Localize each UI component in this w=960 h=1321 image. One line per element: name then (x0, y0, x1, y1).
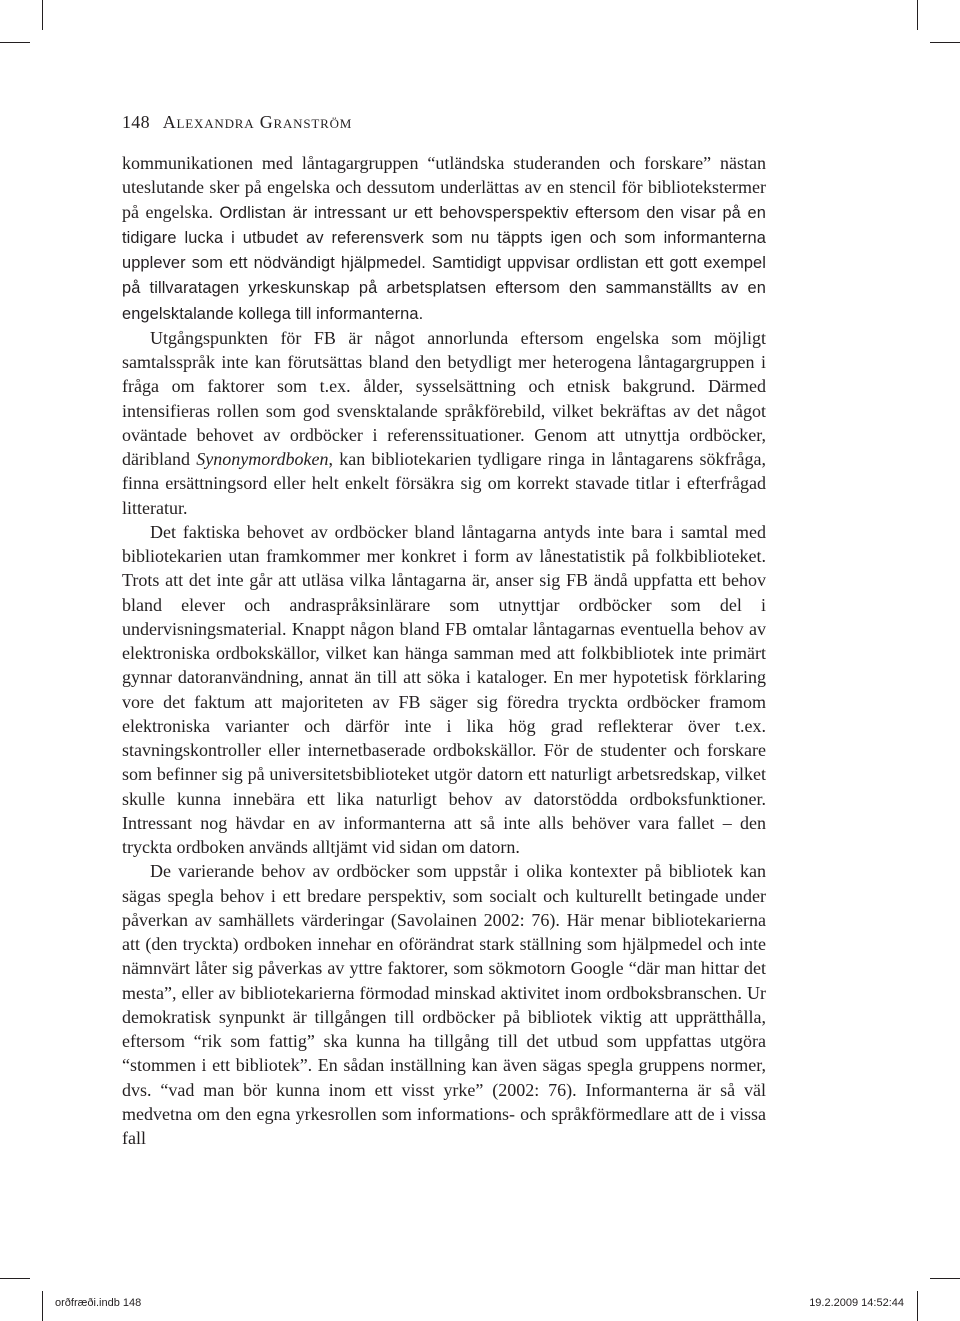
paragraph-2 (122, 326, 766, 520)
slug-timestamp: 19.2.2009 14:52:44 (809, 1297, 904, 1309)
crop-mark-bottom-left-horizontal (0, 1278, 30, 1279)
crop-mark-bottom-left (42, 1291, 43, 1321)
paragraph-2-part-b: , kan bibliotekarien tydligare ringa in låntagarens sökfråga, finna ersättningsord eller helt enkelt försäkra sig om korrekt stavade titlar i efterfrågad litteratur. (122, 449, 766, 518)
slug-filename: orðfræði.indb 148 (55, 1297, 142, 1309)
running-head (122, 112, 352, 133)
paragraph-2-part-a: Utgångspunkten för FB är något annorlunda eftersom engelska som möjligt samtalsspråk inte kan förutsättas bland den betydligt mer heterogena låntagargruppen i fråga om faktorer som t.ex. ålder, sysselsättning och etnisk bakgrund. Därmed intensifieras rollen som god svensktalande språkförebild, vilket bekräftas av det något oväntade behovet av ordböcker i referenssituationer. Genom att utnyttja ordböcker, däribland (122, 327, 766, 469)
crop-mark-top-left (42, 0, 43, 30)
paragraph-2-italic-title: Synonymordboken (196, 449, 329, 469)
paragraph-4: De varierande behov av ordböcker som uppstår i olika kontexter på bibliotek kan sägas spegla behov i ett bredare perspektiv, som socialt och kulturellt betingade under påverkan av samhällets värderingar (Savolainen 2002: 76). Här menar bibliotekarierna att (den tryckta) ordboken innehar en oförändrat stark ställning som hjälpmedel och inte nämnvärt låter sig påverkas av yttre faktorer, som sökmotorn Google “där man hittar det mesta”, eller av bibliotekarierna förmodad minskad aktivitet inom ordboksbranschen. Ur demokratisk synpunkt är tillgången till ordböcker på bibliotek viktig att upprätthålla, eftersom “rik som fattig” ska kunna ha tillgång till det utbud som uppfattas utgöra “stommen i ett bibliotek”. En sådan inställning kan även sägas spegla gruppens normer, dvs. “vad man bör kunna inom ett visst yrke” (2002: 76). Informanterna är så väl medvetna om den egna yrkesrollen som informations- och språkförmedlare att de i vissa fall (122, 861, 766, 1148)
paragraph-1-sans-part: Ordlistan är intressant ur ett behovsperspektiv eftersom den visar på en tidigare lucka i utbudet av referensverk som nu täppts igen och som informanterna upplever som ett nödvändigt hjälpmedel. Samtidigt uppvisar ordlistan ett gott exempel på tillvaratagen yrkeskunskap på arbetsplatsen eftersom den sammanställts av en engelsktalande kollega till informanterna. (122, 203, 766, 323)
paragraph-3: Det faktiska behovet av ordböcker bland låntagarna antyds inte bara i samtal med bibliotekarien utan framkommer mer konkret i form av lånestatistik på folkbiblioteket. Trots att det inte går att utläsa vilka låntagarna är, anser sig FB ändå uppfatta ett behov bland elever och andraspråksinlärare som utnyttjar ordböcker som del i undervisningsmaterial. Knappt någon bland FB omtalar låntagarnas eventuella behov av elektroniska ordbokskällor, vilket kan hänga samman med att folkbibliotek inte primärt gynnar datoranvändning, annat än till att söka i kataloger. En mer hypotetisk förklaring vore det faktum att majoriteten av FB säger sig föredra tryckta ordböcker framom elektroniska varianter och därför inte i lika hög grad reflekterar över t.ex. stavningskontroller eller internetbaserade ordbokskällor. För de studenter och forskare som befinner sig på universitetsbiblioteket utgör datorn ett naturligt arbetsredskap, vilket skulle kunna innebära ett lika naturligt behov av datorstödda ordboksfunktioner. Intressant nog hävdar en av informanterna att så inte alls behöver vara fallet – den tryckta ordboken används alltjämt vid sidan om datorn. (122, 521, 766, 857)
paragraph-1 (122, 151, 766, 326)
crop-mark-top-right (917, 0, 918, 30)
crop-mark-top-left-horizontal (0, 42, 30, 43)
crop-mark-bottom-right (917, 1291, 918, 1321)
page-number: 148 (122, 112, 150, 132)
paragraph-1-serif-part: kommunikationen med låntagargruppen “utländska studeranden och forskare” nästan uteslutande sker på engelska och dessutom underlättas av en stencil för bibliotekstermer på engelska. (122, 153, 766, 222)
crop-mark-bottom-right-horizontal (930, 1278, 960, 1279)
crop-mark-top-right-horizontal (930, 42, 960, 43)
body-text (122, 151, 766, 1150)
running-head-author: Alexandra Granström (162, 112, 353, 132)
